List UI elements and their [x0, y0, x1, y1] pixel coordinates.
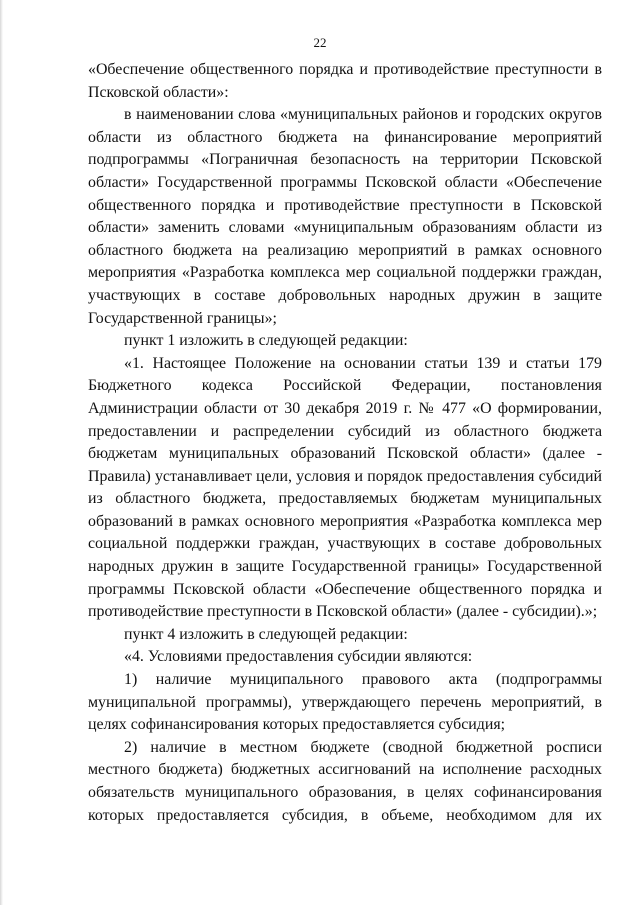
- page-number: 22: [313, 35, 327, 50]
- paragraph-program-title: «Обеспечение общественного порядка и противодействие преступности в Псковской области»:: [88, 61, 602, 101]
- paragraph-clause-4-intro: пункт 4 изложить в следующей редакции:: [124, 625, 408, 643]
- document-body: [88, 59, 602, 827]
- paragraph-clause-4-heading: «4. Условиями предоставления субсидии являются:: [124, 648, 473, 666]
- paragraph-clause-1-text: «1. Настоящее Положение на основании статьи 139 и статьи 179 Бюджетного кодекса Российской Федерации, постановления Администрации области от 30 декабря 2019 г. № 477 «О формировании, предоставлении и распределении субсидий из областного бюджета бюджетам муниципальных образований Псковской области» (далее - Правила) устанавливает цели, условия и порядок предоставления субсидий из областного бюджета, предоставляемых бюджетам муниципальных образований в рамках основного мероприятия «Разработка комплекса мер социальной поддержки граждан, участвующих в составе добровольных народных дружин в защите Государственной границы» Государственной программы Псковской области «Обеспечение общественного порядка и противодействие преступности в Псковской области» (далее - субсидии).»;: [88, 354, 602, 621]
- paragraph-title-amendment: в наименовании слова «муниципальных районов и городских округов области из областного бюджета на финансирование мероприятий подпрограммы «Пограничная безопасность на территории Псковской области» Государственной программы Псковской области «Обеспечение общественного порядка и противодействие преступности в Псковской области» заменить словами «муниципальным образованиям области из областного бюджета на реализацию мероприятий в рамках основного мероприятия «Разработка комплекса мер социальной поддержки граждан, участвующих в составе добровольных народных дружин в защите Государственной границы»;: [88, 106, 602, 327]
- scan-edge-shadow: [0, 0, 3, 905]
- paragraph-condition-1: 1) наличие муниципального правового акта (подпрограммы муниципальной программы), утверждающего перечень мероприятий, в целях софинансирования которых предоставляется субсидия;: [88, 671, 602, 734]
- paragraph-clause-1-intro: пункт 1 изложить в следующей редакции:: [124, 332, 408, 350]
- paragraph-condition-2: 2) наличие в местном бюджете (сводной бюджетной росписи местного бюджета) бюджетных ассигнований на исполнение расходных обязательств муниципального образования, в целях софинансирования которых предоставляется субсидия, в объеме, необходимом для их: [88, 738, 602, 824]
